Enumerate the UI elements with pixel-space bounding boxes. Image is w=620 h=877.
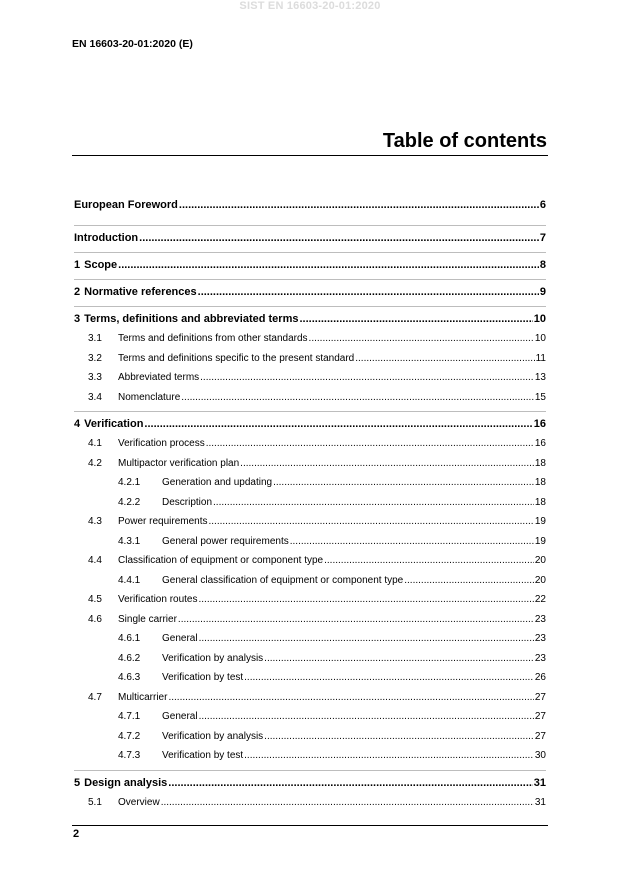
toc-entry-title: Terms and definitions from other standards: [118, 333, 308, 344]
toc-entry-page: 26: [534, 672, 546, 683]
toc-entry-number: 3.2: [88, 352, 102, 364]
toc-entry-title: Multipactor verification plan: [118, 457, 240, 469]
toc-entry-title: Nomenclature: [118, 391, 181, 403]
toc-entry-title: Multicarrier: [118, 691, 168, 703]
page-title: Table of contents: [382, 130, 547, 152]
toc-entry-title: Normative references: [84, 286, 197, 298]
toc-leader-dots: [198, 286, 539, 298]
toc-entry-page: 31: [534, 796, 546, 808]
toc-entry-title: Terms, definitions and abbreviated terms: [84, 313, 299, 325]
toc-leader-dots: [290, 536, 534, 547]
toc-entry[interactable]: [74, 594, 546, 614]
toc-entry-page: 16: [533, 418, 546, 430]
toc-entry-page: 11: [535, 352, 546, 364]
toc-entry[interactable]: [74, 633, 546, 653]
toc-entry-page: 15: [534, 391, 546, 403]
toc-entry-page: 8: [539, 259, 546, 271]
toc-leader-dots: [309, 333, 534, 344]
toc-entry[interactable]: [74, 279, 546, 306]
toc-entry-title: European Foreword: [74, 199, 178, 211]
toc-leader-dots: [118, 259, 539, 271]
toc-leader-dots: [179, 199, 539, 211]
toc-entry[interactable]: [74, 653, 546, 673]
footer-rule: [72, 825, 548, 826]
toc-leader-dots: [208, 516, 533, 527]
toc-leader-dots: [244, 750, 534, 761]
toc-entry[interactable]: [74, 225, 546, 252]
toc-entry-page: 18: [534, 477, 546, 488]
toc-entry-title: Generation and updating: [162, 477, 273, 488]
toc-entry-page: 9: [539, 286, 546, 298]
toc-leader-dots: [324, 555, 534, 566]
toc-entry-title: Single carrier: [118, 613, 177, 625]
toc-entry-title: General: [162, 711, 198, 722]
document-id: EN 16603-20-01:2020 (E): [72, 38, 193, 50]
toc-entry-number: 4.1: [88, 438, 102, 449]
toc-leader-dots: [199, 594, 534, 605]
toc-entry-number: 1: [74, 259, 81, 271]
toc-entry-number: 4.7: [88, 691, 102, 703]
toc-entry-page: 23: [534, 613, 546, 625]
toc-entry-page: 30: [534, 750, 546, 761]
toc-entry-page: 19: [534, 516, 546, 527]
toc-entry-page: 27: [534, 691, 546, 703]
toc-entry[interactable]: [74, 711, 546, 731]
toc-entry-number: 4.6.3: [118, 672, 141, 683]
toc-entry[interactable]: [74, 411, 546, 438]
toc-entry-title: Abbreviated terms: [118, 372, 200, 383]
toc-entry[interactable]: [74, 797, 546, 817]
toc-entry-number: 4: [74, 418, 81, 430]
toc-leader-dots: [168, 692, 533, 703]
toc-entry[interactable]: [74, 372, 546, 392]
watermark: SIST EN 16603-20-01:2020: [239, 0, 381, 12]
toc-entry-title: General power requirements: [162, 535, 289, 547]
toc-entry-page: 27: [534, 711, 546, 722]
toc-entry[interactable]: [74, 477, 546, 497]
toc-entry-page: 13: [534, 372, 546, 383]
toc-entry-page: 16: [534, 438, 546, 449]
toc-leader-dots: [404, 575, 534, 586]
toc-entry-title: Verification process: [118, 438, 205, 449]
toc-entry-number: 4.5: [88, 594, 102, 605]
toc-leader-dots: [199, 633, 534, 644]
toc-entry[interactable]: [74, 555, 546, 575]
toc-leader-dots: [355, 353, 534, 364]
toc-entry-page: 10: [534, 333, 546, 344]
toc-entry-page: 10: [533, 313, 546, 325]
toc-leader-dots: [244, 672, 534, 683]
toc-entry-number: 4.2: [88, 457, 102, 469]
toc-entry-title: Verification by test: [162, 672, 244, 683]
toc-entry-number: 3.1: [88, 333, 102, 344]
toc-entry[interactable]: [74, 575, 546, 595]
toc-entry-page: 6: [539, 199, 546, 211]
toc-leader-dots: [206, 438, 534, 449]
toc-entry[interactable]: [74, 199, 546, 225]
toc-entry[interactable]: [74, 536, 546, 556]
toc-entry-title: Overview: [118, 796, 160, 808]
toc-entry-title: Verification: [84, 418, 144, 430]
toc-entry-title: Introduction: [74, 232, 139, 244]
toc-leader-dots: [161, 797, 534, 808]
toc-leader-dots: [213, 497, 534, 508]
toc-entry-title: Verification by test: [162, 750, 244, 761]
toc-entry-number: 4.7.1: [118, 711, 141, 722]
toc-entry-page: 22: [534, 594, 546, 605]
toc-entry[interactable]: [74, 770, 546, 797]
page-number: 2: [73, 828, 80, 840]
toc-entry[interactable]: [74, 516, 546, 536]
toc-entry-number: 4.2.2: [118, 496, 141, 508]
toc-entry-page: 18: [534, 496, 546, 508]
toc-entry-number: 4.3: [88, 516, 102, 527]
toc-leader-dots: [264, 653, 534, 664]
toc-entry-number: 4.6.1: [118, 633, 141, 644]
toc-entry-page: 31: [533, 776, 546, 789]
toc-entry-number: 4.6: [88, 613, 102, 625]
toc-entry-number: 4.7.2: [118, 730, 141, 742]
toc-entry[interactable]: [74, 692, 546, 712]
toc-entry-page: 7: [539, 232, 546, 244]
toc-entry-number: 3.4: [88, 391, 102, 403]
toc-entry-title: Design analysis: [84, 776, 168, 789]
toc-entry-number: 4.3.1: [118, 535, 141, 547]
toc-entry-number: 5: [74, 776, 81, 789]
toc-entry-page: 27: [534, 730, 546, 742]
toc-entry-page: 18: [534, 457, 546, 469]
toc-leader-dots: [200, 372, 534, 383]
toc-entry-number: 4.4: [88, 555, 102, 566]
toc-entry-title: Description: [162, 496, 213, 508]
toc-entry-number: 3: [74, 313, 81, 325]
toc-entry-title: Terms and definitions specific to the present standard: [118, 352, 355, 364]
toc-leader-dots: [240, 458, 534, 469]
toc-entry-number: 4.4.1: [118, 574, 141, 586]
toc-leader-dots: [264, 731, 534, 742]
toc-entry-title: Power requirements: [118, 516, 208, 527]
toc-leader-dots: [144, 418, 532, 430]
toc-entry[interactable]: [74, 497, 546, 517]
toc-entry[interactable]: [74, 392, 546, 412]
toc-entry-title: Scope: [84, 259, 118, 271]
toc-entry-title: Verification by analysis: [162, 730, 264, 742]
toc-entry[interactable]: [74, 252, 546, 279]
table-of-contents: [74, 199, 546, 816]
toc-entry-number: 5.1: [88, 796, 102, 808]
title-rule: [72, 155, 548, 156]
toc-entry-number: 3.3: [88, 372, 102, 383]
toc-entry-page: 19: [534, 535, 546, 547]
toc-entry[interactable]: [74, 458, 546, 478]
toc-entry-page: 20: [534, 555, 546, 566]
toc-entry-number: 4.2.1: [118, 477, 141, 488]
toc-entry[interactable]: [74, 731, 546, 751]
toc-leader-dots: [199, 711, 534, 722]
toc-entry-title: General classification of equipment or component type: [162, 574, 404, 586]
toc-leader-dots: [181, 392, 534, 403]
toc-entry-page: 20: [534, 574, 546, 586]
toc-entry[interactable]: [74, 614, 546, 634]
toc-entry-title: Classification of equipment or component type: [118, 555, 324, 566]
toc-entry[interactable]: [74, 750, 546, 770]
toc-entry-title: Verification routes: [118, 594, 198, 605]
toc-entry-number: 2: [74, 286, 81, 298]
toc-entry[interactable]: [74, 306, 546, 333]
toc-entry-title: General: [162, 633, 198, 644]
toc-entry[interactable]: [74, 438, 546, 458]
toc-entry-number: 4.6.2: [118, 652, 141, 664]
toc-entry-title: Verification by analysis: [162, 652, 264, 664]
toc-leader-dots: [299, 313, 532, 325]
toc-entry-page: 23: [534, 633, 546, 644]
toc-leader-dots: [273, 477, 534, 488]
toc-entry[interactable]: [74, 672, 546, 692]
toc-leader-dots: [139, 232, 539, 244]
toc-leader-dots: [178, 614, 534, 625]
toc-entry[interactable]: [74, 333, 546, 353]
toc-entry[interactable]: [74, 353, 546, 373]
toc-entry-number: 4.7.3: [118, 750, 141, 761]
toc-entry-page: 23: [534, 652, 546, 664]
toc-leader-dots: [168, 777, 532, 789]
